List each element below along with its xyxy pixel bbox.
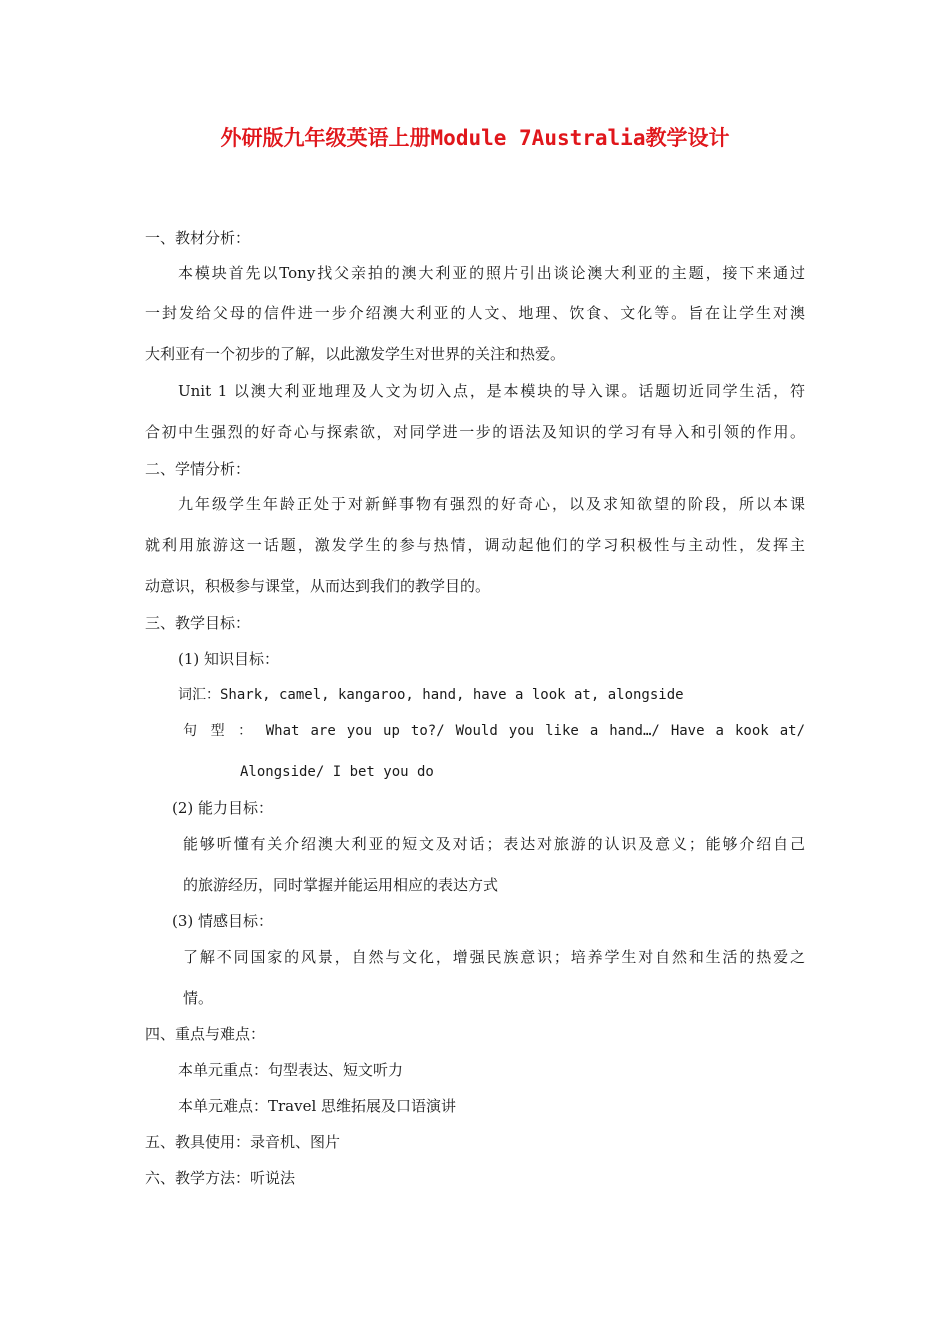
paragraph-line: 一封发给父母的信件进一步介绍澳大利亚的人文、地理、饮食、文化等。旨在让学生对澳 [145, 304, 805, 322]
paragraph-line: 能够听懂有关介绍澳大利亚的短文及对话；表达对旅游的认识及意义；能够介绍自己 [183, 835, 805, 853]
section-heading-key-points: 四、重点与难点： [145, 1025, 266, 1043]
paragraph-line: 了解不同国家的风景，自然与文化，增强民族意识；培养学生对自然和生活的热爱之 [183, 948, 805, 966]
sentence-pattern-line: Alongside/ I bet you do [240, 764, 434, 780]
paragraph-line: 本模块首先以Tony找父亲拍的澳大利亚的照片引出谈论澳大利亚的主题，接下来通过 [178, 264, 805, 282]
section-heading-teaching-aids: 五、教具使用：录音机、图片 [145, 1133, 341, 1151]
subheading-emotional-objectives: (3) 情感目标： [172, 912, 274, 930]
paragraph-line: 大利亚有一个初步的了解，以此激发学生对世界的关注和热爱。 [145, 345, 566, 363]
vocabulary-line: 词汇：Shark, camel, kangaroo, hand, have a look at, alongside [178, 687, 684, 703]
document-title: 外研版九年级英语上册Module 7Australia教学设计 [220, 126, 730, 150]
section-heading-textbook-analysis: 一、教材分析： [145, 229, 251, 247]
paragraph-line: Unit 1 以澳大利亚地理及人文为切入点，是本模块的导入课。话题切近同学生活，符 [178, 382, 805, 400]
paragraph-line: 九年级学生年龄正处于对新鲜事物有强烈的好奇心，以及求知欲望的阶段，所以本课 [178, 495, 805, 513]
section-heading-teaching-objectives: 三、教学目标： [145, 614, 251, 632]
key-points-line: 本单元重点：句型表达、短文听力 [178, 1061, 404, 1079]
subheading-knowledge-objectives: (1) 知识目标： [178, 650, 280, 668]
subheading-ability-objectives: (2) 能力目标： [172, 799, 274, 817]
paragraph-line: 合初中生强烈的好奇心与探索欲，对同学进一步的语法及知识的学习有导入和引领的作用。 [145, 423, 805, 441]
paragraph-line: 情。 [183, 989, 214, 1007]
section-heading-teaching-method: 六、教学方法：听说法 [145, 1169, 296, 1187]
paragraph-line: 动意识，积极参与课堂，从而达到我们的教学目的。 [145, 577, 491, 595]
paragraph-line: 就利用旅游这一话题，激发学生的参与热情，调动起他们的学习积极性与主动性，发挥主 [145, 536, 805, 554]
sentence-pattern-line: 句 型 ： What are you up to?/ Would you like a hand…/ Have a kook at/ [183, 723, 805, 739]
section-heading-student-analysis: 二、学情分析： [145, 460, 251, 478]
difficult-points-line: 本单元难点：Travel 思维拓展及口语演讲 [178, 1097, 457, 1115]
paragraph-line: 的旅游经历，同时掌握并能运用相应的表达方式 [183, 876, 499, 894]
